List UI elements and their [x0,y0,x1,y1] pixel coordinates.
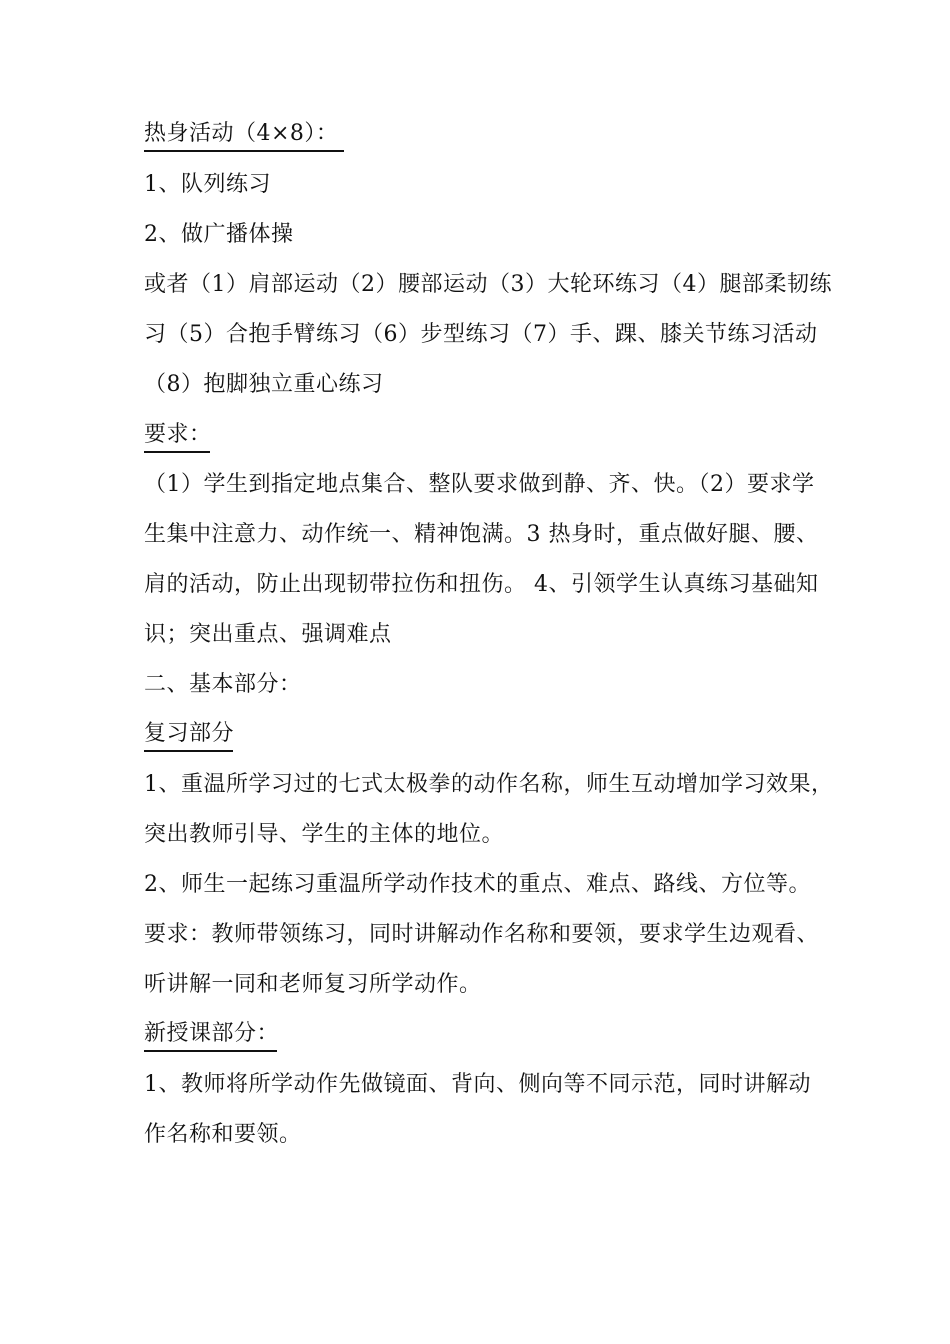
new-lesson-heading-line [144,1019,814,1049]
requirements-line-4: 识；突出重点、强调难点 [144,622,392,647]
requirements-heading: 要求： [144,422,210,453]
review-item-1-line-2: 突出教师引导、学生的主体的地位。 [144,822,505,847]
requirements-line-2: 生集中注意力、动作统一、精神饱满。3 热身时，重点做好腿、腰、 [144,522,819,547]
warmup-heading-line [144,119,814,149]
requirements-line-3: 肩的活动，防止出现韧带拉伤和扭伤。 4、引领学生认真练习基础知 [144,572,819,597]
alt-exercises-line-2: 习（5）合抱手臂练习（6）步型练习（7）手、踝、膝关节练习活动 [144,322,818,347]
new-lesson-item-1-line-2: 作名称和要领。 [144,1122,302,1147]
warmup-heading: 热身活动（4×8）： [144,121,344,152]
review-heading-line [144,719,814,749]
requirements-heading-line [144,420,814,450]
new-lesson-item-1-line-1: 1、教师将所学动作先做镜面、背向、侧向等不同示范，同时讲解动 [144,1072,811,1097]
warmup-item-1: 1、队列练习 [144,172,271,197]
review-heading: 复习部分 [144,721,233,752]
requirements-line-1: （1）学生到指定地点集合、整队要求做到静、齐、快。（2）要求学 [144,472,815,497]
review-item-2: 2、师生一起练习重温所学动作技术的重点、难点、路线、方位等。 [144,872,811,897]
review-requirements-line-1: 要求：教师带领练习，同时讲解动作名称和要领，要求学生边观看、 [144,922,820,947]
section-basic-part: 二、基本部分： [144,672,302,697]
alt-exercises-line-1: 或者（1）肩部运动（2）腰部运动（3）大轮环练习（4）腿部柔韧练 [144,272,832,297]
alt-exercises-line-3: （8）抱脚独立重心练习 [144,372,384,397]
review-item-1-line-1: 1、重温所学习过的七式太极拳的动作名称，师生互动增加学习效果， [144,772,834,797]
review-requirements-line-2: 听讲解一同和老师复习所学动作。 [144,972,482,997]
new-lesson-heading: 新授课部分： [144,1021,277,1052]
warmup-item-2: 2、做广播体操 [144,222,294,247]
